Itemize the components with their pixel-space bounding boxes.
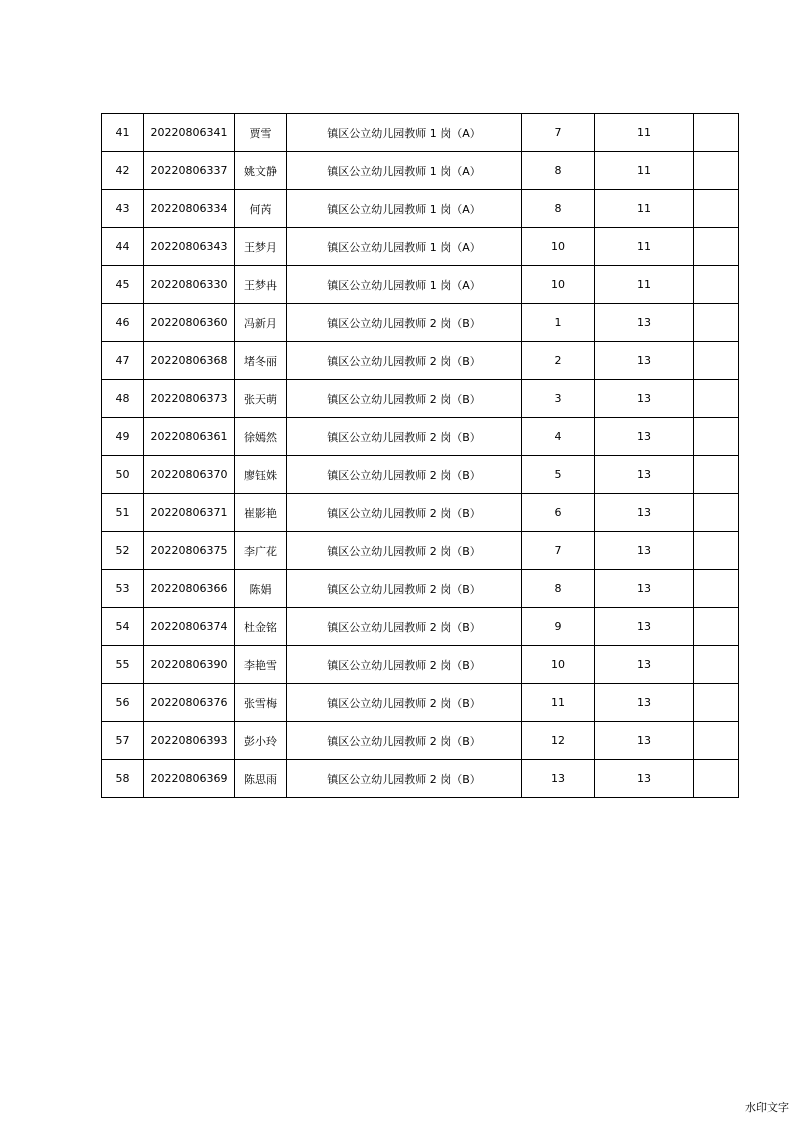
cell-position: 镇区公立幼儿园教师 2 岗（B） bbox=[287, 342, 522, 380]
cell-count: 13 bbox=[595, 608, 694, 646]
cell-candidate-name: 崔影艳 bbox=[235, 494, 287, 532]
cell-position: 镇区公立幼儿园教师 2 岗（B） bbox=[287, 722, 522, 760]
cell-note bbox=[694, 684, 739, 722]
cell-exam-id: 20220806376 bbox=[144, 684, 235, 722]
table-row bbox=[102, 342, 739, 380]
cell-serial-number: 45 bbox=[102, 266, 144, 304]
cell-rank: 9 bbox=[522, 608, 595, 646]
cell-rank: 4 bbox=[522, 418, 595, 456]
cell-candidate-name: 王梦月 bbox=[235, 228, 287, 266]
cell-position: 镇区公立幼儿园教师 1 岗（A） bbox=[287, 114, 522, 152]
cell-note bbox=[694, 342, 739, 380]
cell-exam-id: 20220806368 bbox=[144, 342, 235, 380]
cell-count: 11 bbox=[595, 228, 694, 266]
cell-count: 11 bbox=[595, 114, 694, 152]
cell-exam-id: 20220806374 bbox=[144, 608, 235, 646]
cell-rank: 11 bbox=[522, 684, 595, 722]
cell-count: 13 bbox=[595, 494, 694, 532]
cell-rank: 10 bbox=[522, 228, 595, 266]
cell-serial-number: 56 bbox=[102, 684, 144, 722]
table-row bbox=[102, 532, 739, 570]
cell-serial-number: 54 bbox=[102, 608, 144, 646]
table-row bbox=[102, 646, 739, 684]
cell-rank: 7 bbox=[522, 114, 595, 152]
cell-note bbox=[694, 152, 739, 190]
cell-exam-id: 20220806334 bbox=[144, 190, 235, 228]
cell-candidate-name: 王梦冉 bbox=[235, 266, 287, 304]
table-row bbox=[102, 494, 739, 532]
cell-position: 镇区公立幼儿园教师 2 岗（B） bbox=[287, 570, 522, 608]
cell-candidate-name: 何芮 bbox=[235, 190, 287, 228]
cell-exam-id: 20220806393 bbox=[144, 722, 235, 760]
cell-candidate-name: 彭小玲 bbox=[235, 722, 287, 760]
cell-note bbox=[694, 722, 739, 760]
cell-candidate-name: 冯新月 bbox=[235, 304, 287, 342]
cell-position: 镇区公立幼儿园教师 1 岗（A） bbox=[287, 152, 522, 190]
cell-rank: 10 bbox=[522, 266, 595, 304]
cell-note bbox=[694, 532, 739, 570]
cell-count: 13 bbox=[595, 304, 694, 342]
cell-serial-number: 50 bbox=[102, 456, 144, 494]
cell-serial-number: 53 bbox=[102, 570, 144, 608]
table-row bbox=[102, 152, 739, 190]
cell-count: 11 bbox=[595, 190, 694, 228]
cell-serial-number: 42 bbox=[102, 152, 144, 190]
cell-note bbox=[694, 304, 739, 342]
cell-serial-number: 48 bbox=[102, 380, 144, 418]
cell-serial-number: 58 bbox=[102, 760, 144, 798]
cell-note bbox=[694, 266, 739, 304]
cell-rank: 8 bbox=[522, 570, 595, 608]
cell-rank: 12 bbox=[522, 722, 595, 760]
cell-position: 镇区公立幼儿园教师 1 岗（A） bbox=[287, 266, 522, 304]
cell-count: 13 bbox=[595, 646, 694, 684]
cell-count: 13 bbox=[595, 456, 694, 494]
cell-note bbox=[694, 760, 739, 798]
watermark-text: 水印文字 bbox=[745, 1101, 789, 1114]
table-row bbox=[102, 608, 739, 646]
table-row bbox=[102, 190, 739, 228]
cell-position: 镇区公立幼儿园教师 1 岗（A） bbox=[287, 190, 522, 228]
cell-count: 13 bbox=[595, 722, 694, 760]
cell-count: 13 bbox=[595, 684, 694, 722]
cell-position: 镇区公立幼儿园教师 2 岗（B） bbox=[287, 494, 522, 532]
cell-exam-id: 20220806375 bbox=[144, 532, 235, 570]
cell-candidate-name: 贾雪 bbox=[235, 114, 287, 152]
cell-rank: 3 bbox=[522, 380, 595, 418]
cell-candidate-name: 堵冬丽 bbox=[235, 342, 287, 380]
cell-count: 13 bbox=[595, 342, 694, 380]
cell-serial-number: 49 bbox=[102, 418, 144, 456]
cell-serial-number: 46 bbox=[102, 304, 144, 342]
table-row bbox=[102, 722, 739, 760]
cell-candidate-name: 陈娟 bbox=[235, 570, 287, 608]
cell-serial-number: 57 bbox=[102, 722, 144, 760]
cell-rank: 13 bbox=[522, 760, 595, 798]
cell-count: 13 bbox=[595, 532, 694, 570]
cell-note bbox=[694, 494, 739, 532]
cell-candidate-name: 姚文静 bbox=[235, 152, 287, 190]
cell-exam-id: 20220806361 bbox=[144, 418, 235, 456]
cell-position: 镇区公立幼儿园教师 2 岗（B） bbox=[287, 456, 522, 494]
cell-note bbox=[694, 418, 739, 456]
cell-rank: 1 bbox=[522, 304, 595, 342]
cell-position: 镇区公立幼儿园教师 2 岗（B） bbox=[287, 380, 522, 418]
table-row bbox=[102, 228, 739, 266]
cell-serial-number: 43 bbox=[102, 190, 144, 228]
cell-position: 镇区公立幼儿园教师 1 岗（A） bbox=[287, 228, 522, 266]
cell-position: 镇区公立幼儿园教师 2 岗（B） bbox=[287, 760, 522, 798]
cell-note bbox=[694, 228, 739, 266]
cell-note bbox=[694, 114, 739, 152]
cell-position: 镇区公立幼儿园教师 2 岗（B） bbox=[287, 304, 522, 342]
table-row bbox=[102, 266, 739, 304]
cell-note bbox=[694, 380, 739, 418]
cell-candidate-name: 李广花 bbox=[235, 532, 287, 570]
cell-serial-number: 47 bbox=[102, 342, 144, 380]
cell-count: 13 bbox=[595, 380, 694, 418]
table-row bbox=[102, 456, 739, 494]
cell-exam-id: 20220806366 bbox=[144, 570, 235, 608]
cell-position: 镇区公立幼儿园教师 2 岗（B） bbox=[287, 532, 522, 570]
cell-exam-id: 20220806330 bbox=[144, 266, 235, 304]
cell-exam-id: 20220806360 bbox=[144, 304, 235, 342]
cell-rank: 8 bbox=[522, 152, 595, 190]
cell-rank: 10 bbox=[522, 646, 595, 684]
cell-serial-number: 55 bbox=[102, 646, 144, 684]
cell-position: 镇区公立幼儿园教师 2 岗（B） bbox=[287, 684, 522, 722]
cell-note bbox=[694, 608, 739, 646]
cell-position: 镇区公立幼儿园教师 2 岗（B） bbox=[287, 418, 522, 456]
cell-rank: 5 bbox=[522, 456, 595, 494]
cell-note bbox=[694, 190, 739, 228]
table-row bbox=[102, 760, 739, 798]
cell-position: 镇区公立幼儿园教师 2 岗（B） bbox=[287, 646, 522, 684]
cell-serial-number: 44 bbox=[102, 228, 144, 266]
table-body bbox=[102, 114, 739, 798]
cell-candidate-name: 廖钰姝 bbox=[235, 456, 287, 494]
cell-count: 11 bbox=[595, 266, 694, 304]
table-row bbox=[102, 380, 739, 418]
cell-exam-id: 20220806337 bbox=[144, 152, 235, 190]
cell-rank: 2 bbox=[522, 342, 595, 380]
cell-candidate-name: 杜金铭 bbox=[235, 608, 287, 646]
results-table bbox=[101, 113, 739, 798]
cell-exam-id: 20220806343 bbox=[144, 228, 235, 266]
cell-exam-id: 20220806373 bbox=[144, 380, 235, 418]
cell-candidate-name: 张天萌 bbox=[235, 380, 287, 418]
cell-exam-id: 20220806341 bbox=[144, 114, 235, 152]
cell-count: 13 bbox=[595, 570, 694, 608]
cell-serial-number: 51 bbox=[102, 494, 144, 532]
cell-serial-number: 41 bbox=[102, 114, 144, 152]
cell-candidate-name: 陈思雨 bbox=[235, 760, 287, 798]
cell-serial-number: 52 bbox=[102, 532, 144, 570]
table-row bbox=[102, 304, 739, 342]
table-row bbox=[102, 684, 739, 722]
cell-rank: 8 bbox=[522, 190, 595, 228]
cell-exam-id: 20220806369 bbox=[144, 760, 235, 798]
table-row bbox=[102, 418, 739, 456]
cell-note bbox=[694, 646, 739, 684]
cell-position: 镇区公立幼儿园教师 2 岗（B） bbox=[287, 608, 522, 646]
cell-rank: 6 bbox=[522, 494, 595, 532]
cell-rank: 7 bbox=[522, 532, 595, 570]
table-row bbox=[102, 570, 739, 608]
cell-count: 13 bbox=[595, 760, 694, 798]
cell-candidate-name: 徐嫣然 bbox=[235, 418, 287, 456]
cell-count: 11 bbox=[595, 152, 694, 190]
cell-count: 13 bbox=[595, 418, 694, 456]
cell-note bbox=[694, 456, 739, 494]
cell-note bbox=[694, 570, 739, 608]
cell-candidate-name: 张雪梅 bbox=[235, 684, 287, 722]
cell-exam-id: 20220806370 bbox=[144, 456, 235, 494]
cell-exam-id: 20220806371 bbox=[144, 494, 235, 532]
cell-candidate-name: 李艳雪 bbox=[235, 646, 287, 684]
cell-exam-id: 20220806390 bbox=[144, 646, 235, 684]
table-row bbox=[102, 114, 739, 152]
